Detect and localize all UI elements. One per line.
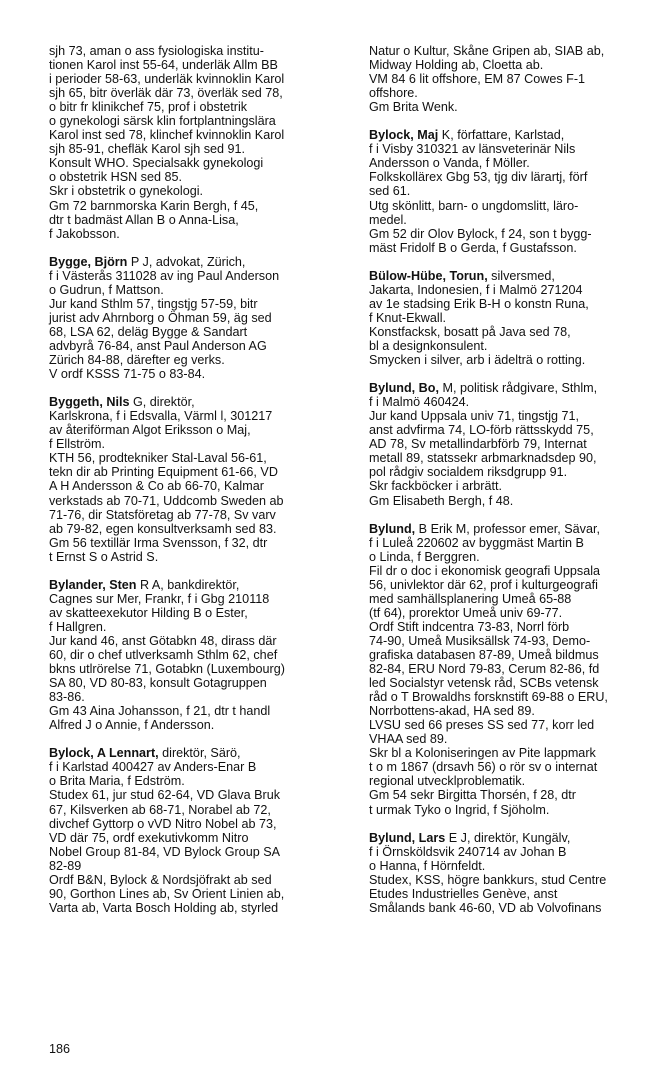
entry-line [369, 845, 665, 859]
entry-heading: Bylock, Maj [369, 128, 439, 143]
entry-line [49, 227, 349, 241]
entry-line [369, 718, 665, 732]
entry-line [369, 522, 665, 536]
entry-line-text: f Hallgren. [49, 619, 107, 634]
entry-heading: Bygge, Björn [49, 254, 128, 269]
entry-line-text: bl a designkonsulent. [369, 338, 488, 353]
entry-line [49, 522, 349, 536]
entry-line-text: o obstetrik HSN sed 85. [49, 170, 182, 185]
entry-line-text: anst advfirma 74, LO-förb rättsskydd 75, [369, 423, 594, 438]
entry-line-text: f Ellström. [49, 437, 105, 452]
entry-line-text: V ordf KSSS 71-75 o 83-84. [49, 367, 206, 382]
entry-line [369, 746, 665, 760]
biography-entry [49, 395, 349, 564]
entry-line-text: tionen Karol inst 55-64, underläk Allm BB [49, 58, 278, 73]
entry-line [369, 86, 665, 100]
entry-line-text: 71-76, dir Statsföretag ab 77-78, Sv varv [49, 507, 276, 522]
entry-line-text: Gm Elisabeth Bergh, f 48. [369, 493, 514, 508]
entry-line [369, 451, 665, 465]
entry-line-text: Natur o Kultur, Skåne Gripen ab, SIAB ab, [369, 44, 605, 58]
entry-line-text: Etudes Industrielles Genève, anst [369, 886, 558, 901]
entry-line [49, 788, 349, 802]
entry-line-text: Jur kand Uppsala univ 71, tingstjg 71, [369, 409, 580, 424]
entry-line [369, 620, 665, 634]
entry-line [49, 859, 349, 873]
entry-line-text: tekn dir ab Printing Equipment 61-66, VD [49, 465, 278, 480]
entry-line-text: o gynekologi särsk klin fortplantningslära [49, 114, 276, 129]
entry-line-text: Jakarta, Indonesien, f i Malmö 271204 [369, 282, 583, 297]
entry-line [49, 606, 349, 620]
entry-line [369, 578, 665, 592]
entry-line [369, 156, 665, 170]
entry-line-text: pol rådgiv socialdem riksdgrupp 91. [369, 465, 568, 480]
entry-line-text: B Erik M, professor emer, Sävar, [415, 521, 600, 536]
entry-line-text: jurist adv Ahrnborg o Öhman 59, äg sed [49, 310, 272, 325]
entry-line [369, 269, 665, 283]
entry-line-text: ab 79-82, egen konsultverksamh sed 83. [49, 521, 277, 536]
entry-heading: Bylund, Lars [369, 830, 446, 845]
entry-line-text: KTH 56, prodtekniker Stal-Laval 56-61, [49, 451, 267, 466]
entry-line-text: sed 61. [369, 184, 411, 199]
entry-line-text: t urmak Tyko o Ingrid, f Sjöholm. [369, 802, 550, 817]
entry-line [369, 690, 665, 704]
entry-line-text: 90, Gorthon Lines ab, Sv Orient Linien ab, [49, 886, 285, 901]
entry-line [49, 578, 349, 592]
entry-line-text: Ordf B&N, Bylock & Nordsjöfrakt ab sed [49, 872, 272, 887]
entry-line-text: Fil dr o doc i ekonomisk geografi Uppsala [369, 563, 600, 578]
entry-line [369, 213, 665, 227]
right-column [369, 44, 665, 929]
biography-entry [49, 746, 349, 915]
entry-line [369, 128, 665, 142]
entry-line-text: (tf 64), prorektor Umeå univ 69-77. [369, 605, 563, 620]
entry-line-text: K, författare, Karlstad, [438, 128, 565, 143]
entry-line-text: mäst Fridolf B o Gerda, f Gustafsson. [369, 240, 577, 255]
entry-line [49, 142, 349, 156]
entry-line [49, 86, 349, 100]
entry-heading: Bülow-Hübe, Torun, [369, 268, 488, 283]
entry-line [369, 339, 665, 353]
entry-line [369, 381, 665, 395]
entry-line-text: f Knut-Ekwall. [369, 310, 446, 325]
entry-line-text: advbyrå 76-84, anst Paul Anderson AG [49, 338, 267, 353]
entry-line [49, 353, 349, 367]
entry-line [49, 325, 349, 339]
entry-line [369, 536, 665, 550]
biography-entry [369, 522, 665, 817]
entry-line-text: G, direktör, [129, 395, 195, 410]
entry-line [49, 128, 349, 142]
entry-line-text: Gm 43 Aina Johansson, f 21, dtr t handl [49, 704, 271, 719]
entry-line [49, 114, 349, 128]
entry-line-text: bkns utlrörelse 71, Gotabkn (Luxembourg) [49, 662, 285, 677]
entry-line [369, 142, 665, 156]
entry-heading: Byggeth, Nils [49, 395, 130, 410]
entry-heading: Bylock, A Lennart, [49, 746, 159, 761]
entry-line-text: VHAA sed 89. [369, 732, 448, 747]
entry-line [369, 325, 665, 339]
entry-line [49, 662, 349, 676]
entry-line-text: grafiska databasen 87-89, Umeå bildmus [369, 648, 599, 663]
entry-line [49, 170, 349, 184]
entry-line-text: Varta ab, Varta Bosch Holding ab, styrled [49, 900, 279, 915]
biography-entry [369, 128, 665, 254]
entry-line [369, 494, 665, 508]
entry-line-text: sjh 65, bitr överläk där 73, överläk sed 78, [49, 86, 283, 101]
entry-line [49, 451, 349, 465]
entry-line-text: 68, LSA 62, deläg Bygge & Sandart [49, 324, 248, 339]
entry-line [369, 803, 665, 817]
entry-line [49, 746, 349, 760]
entry-line [49, 873, 349, 887]
entry-line-text: direktör, Särö, [158, 746, 241, 761]
entry-line [49, 479, 349, 493]
entry-line-text: med samhällsplanering Umeå 65-88 [369, 591, 572, 606]
entry-line-text: Norrbottens-akad, HA sed 89. [369, 704, 535, 719]
entry-line [49, 536, 349, 550]
entry-line-text: E J, direktör, Kungälv, [445, 830, 571, 845]
biography-entry [369, 381, 665, 507]
entry-line-text: Skr i obstetrik o gynekologi. [49, 184, 203, 199]
entry-line-text: av återiförman Algot Eriksson o Maj, [49, 423, 251, 438]
entry-line [49, 634, 349, 648]
entry-line [369, 901, 665, 915]
entry-line [49, 817, 349, 831]
entry-line-text: av 1e stadsing Erik B-H o konstn Runa, [369, 296, 589, 311]
entry-line [369, 241, 665, 255]
entry-line-text: Skr fackböcker i arbrätt. [369, 479, 502, 494]
entry-heading: Bylund, Bo, [369, 381, 439, 396]
entry-line-text: 60, dir o chef utlverksamh Sthlm 62, chef [49, 648, 278, 663]
entry-line [49, 648, 349, 662]
entry-line-text: o Linda, f Berggren. [369, 549, 480, 564]
entry-line-text: 67, Kilsverken ab 68-71, Norabel ab 72, [49, 802, 271, 817]
entry-line-text: P J, advokat, Zürich, [127, 254, 246, 269]
entry-line-text: silversmed, [487, 268, 555, 283]
entry-line-text: Zürich 84-88, därefter eg verks. [49, 353, 225, 368]
entry-line-text: dtr t badmäst Allan B o Anna-Lisa, [49, 212, 239, 227]
entry-line [49, 156, 349, 170]
entry-line-text: Nobel Group 81-84, VD Bylock Group SA [49, 844, 280, 859]
entry-line [369, 170, 665, 184]
entry-line-text: divchef Gyttorp o vVD Nitro Nobel ab 73, [49, 816, 277, 831]
biography-entry [49, 578, 349, 733]
entry-line-text: led Socialstyr vetensk råd, SCBs vetensk [369, 676, 599, 691]
entry-line-text: 74-90, Umeå Musiksällsk 74-93, Demo- [369, 633, 591, 648]
entry-line-text: Karlskrona, f i Edsvalla, Värml l, 301217 [49, 409, 273, 424]
entry-line-text: Utg skönlitt, barn- o ungdomslitt, läro- [369, 198, 579, 213]
entry-line-text: f i Luleå 220602 av byggmäst Martin B [369, 535, 584, 550]
entry-line [49, 395, 349, 409]
entry-line-text: Ordf Stift indcentra 73-83, Norrl förb [369, 619, 570, 634]
entry-line-text: Konsult WHO. Specialsakk gynekologi [49, 156, 264, 171]
entry-line-text: f Jakobsson. [49, 226, 120, 241]
page-number: 186 [49, 1042, 71, 1056]
biography-entry [369, 269, 665, 367]
entry-line-text: offshore. [369, 86, 418, 101]
entry-line [369, 353, 665, 367]
entry-line [369, 564, 665, 578]
biography-entry [369, 831, 665, 915]
entry-line-text: 56, univlektor där 62, prof i kulturgeografi [369, 577, 598, 592]
entry-line [49, 494, 349, 508]
entry-line [369, 592, 665, 606]
entry-line [49, 283, 349, 297]
entry-line-text: Midway Holding ab, Cloetta ab. [369, 58, 544, 73]
entry-line-text: Gm 56 textillär Irma Svensson, f 32, dtr [49, 535, 268, 550]
entry-line [49, 255, 349, 269]
entry-line [369, 100, 665, 114]
entry-line-text: Jur kand Sthlm 57, tingstjg 57-59, bitr [49, 296, 258, 311]
entry-line-text: VD där 75, ordf exekutivkomm Nitro [49, 830, 249, 845]
entry-line-text: i perioder 58-63, underläk kvinnoklin Karol [49, 72, 285, 87]
entry-line-text: Smycken i silver, arb i ädelträ o rotting. [369, 353, 586, 368]
entry-line-text: Skr bl a Koloniseringen av Pite lappmark [369, 746, 596, 761]
entry-line [49, 508, 349, 522]
entry-line-text: f i Västerås 311028 av ing Paul Anderson [49, 268, 280, 283]
entry-line [49, 676, 349, 690]
entry-line [369, 283, 665, 297]
entry-line [369, 606, 665, 620]
entry-line [49, 831, 349, 845]
entry-line-text: Cagnes sur Mer, Frankr, f i Gbg 210118 [49, 591, 270, 606]
entry-line-text: verkstads ab 70-71, Uddcomb Sweden ab [49, 493, 284, 508]
entry-line-text: sjh 73, aman o ass fysiologiska institu- [49, 44, 264, 58]
entry-line-text: SA 80, VD 80-83, konsult Gotagruppen [49, 676, 267, 691]
entry-line [49, 437, 349, 451]
entry-line-text: Gm 54 sekr Birgitta Thorsén, f 28, dtr [369, 788, 576, 803]
entry-line [49, 213, 349, 227]
biography-entry [49, 44, 349, 241]
entry-line [49, 845, 349, 859]
entry-line-text: regional utvecklproblematik. [369, 774, 526, 789]
entry-line-text: Andersson o Vanda, f Möller. [369, 156, 530, 171]
entry-line [49, 44, 349, 58]
entry-line-text: M, politisk rådgivare, Sthlm, [438, 381, 598, 396]
entry-line [49, 901, 349, 915]
left-column [49, 44, 349, 929]
entry-line [369, 550, 665, 564]
entry-line [49, 465, 349, 479]
entry-line-text: o Hanna, f Hörnfeldt. [369, 858, 486, 873]
entry-line [49, 269, 349, 283]
entry-line [49, 774, 349, 788]
entry-line-text: Smålands bank 46-60, VD ab Volvofinans [369, 900, 602, 915]
entry-line-text: VM 84 6 lit offshore, EM 87 Cowes F-1 [369, 72, 586, 87]
entry-line-text: t Ernst S o Astrid S. [49, 549, 159, 564]
entry-line [369, 395, 665, 409]
entry-line [369, 873, 665, 887]
entry-line-text: R A, bankdirektör, [136, 577, 240, 592]
entry-line [369, 774, 665, 788]
biography-entry [49, 255, 349, 381]
entry-line-text: f i Örnsköldsvik 240714 av Johan B [369, 844, 567, 859]
entry-line [49, 409, 349, 423]
entry-line [369, 423, 665, 437]
entry-line-text: metall 89, statssekr arbmarknadsdep 90, [369, 451, 597, 466]
entry-line [49, 887, 349, 901]
entry-line-text: f i Malmö 460424. [369, 395, 470, 410]
entry-line-text: Jur kand 46, anst Götabkn 48, dirass där [49, 633, 277, 648]
entry-line [369, 72, 665, 86]
entry-line [369, 479, 665, 493]
entry-line [369, 788, 665, 802]
entry-line-text: A H Andersson & Co ab 66-70, Kalmar [49, 479, 264, 494]
entry-line-text: Karol inst sed 78, klinchef kvinnoklin Karol [49, 128, 285, 143]
entry-line [369, 676, 665, 690]
entry-line-text: Konstfacksk, bosatt på Java sed 78, [369, 324, 571, 339]
entry-heading: Bylander, Sten [49, 577, 137, 592]
entry-line [49, 620, 349, 634]
biography-entry [369, 44, 665, 114]
entry-line [369, 634, 665, 648]
entry-line [369, 465, 665, 479]
entry-line [49, 592, 349, 606]
entry-line [369, 648, 665, 662]
entry-line [369, 760, 665, 774]
entry-line-text: f i Visby 310321 av länsveterinär Nils [369, 142, 576, 157]
entry-line-text: o Gudrun, f Mattson. [49, 282, 164, 297]
entry-line-text: Gm 52 dir Olov Bylock, f 24, son t bygg- [369, 226, 592, 241]
entry-line [369, 199, 665, 213]
entry-line-text: Studex, KSS, högre bankkurs, stud Centre [369, 872, 607, 887]
entry-line [49, 297, 349, 311]
entry-line [369, 732, 665, 746]
entry-line-text: av skatteexekutor Hilding B o Ester, [49, 605, 248, 620]
entry-line [49, 367, 349, 381]
entry-line [49, 718, 349, 732]
entry-line-text: 83-86. [49, 690, 85, 705]
entry-line-text: f i Karlstad 400427 av Anders-Enar B [49, 760, 257, 775]
entry-line [369, 58, 665, 72]
entry-line-text: sjh 85-91, chefläk Karol sjh sed 91. [49, 142, 246, 157]
entry-line [49, 423, 349, 437]
entry-line-text: LVSU sed 66 preses SS sed 77, korr led [369, 718, 595, 733]
entry-line [49, 339, 349, 353]
entry-line [49, 100, 349, 114]
entry-line [49, 704, 349, 718]
entry-line-text: Folkskollärex Gbg 53, tjg div lärartj, förf [369, 170, 588, 185]
entry-line [49, 311, 349, 325]
entry-heading: Bylund, [369, 521, 416, 536]
entry-line [369, 437, 665, 451]
entry-line [49, 550, 349, 564]
entry-line-text: t o m 1867 (drsavh 56) o rör sv o internat [369, 760, 598, 775]
entry-line [369, 409, 665, 423]
entry-line-text: o bitr fr klinikchef 75, prof i obstetrik [49, 100, 248, 115]
entry-line [369, 704, 665, 718]
entry-line [369, 44, 665, 58]
entry-line [369, 184, 665, 198]
entry-line [49, 803, 349, 817]
entry-line [369, 859, 665, 873]
entry-line-text: AD 78, Sv metallindarbförb 79, Internat [369, 437, 587, 452]
entry-line [49, 72, 349, 86]
entry-line-text: 82-84, ERU Nord 79-83, Cerum 82-86, fd [369, 662, 600, 677]
entry-line [369, 297, 665, 311]
entry-line [369, 887, 665, 901]
entry-line [369, 227, 665, 241]
entry-line [49, 760, 349, 774]
entry-line-text: o Brita Maria, f Edström. [49, 774, 185, 789]
entry-line-text: Gm 72 barnmorska Karin Bergh, f 45, [49, 198, 259, 213]
entry-line [369, 662, 665, 676]
entry-line-text: Alfred J o Annie, f Andersson. [49, 718, 215, 733]
entry-line [49, 199, 349, 213]
entry-line-text: medel. [369, 212, 407, 227]
entry-line-text: 82-89 [49, 858, 82, 873]
entry-line-text: Studex 61, jur stud 62-64, VD Glava Bruk [49, 788, 281, 803]
entry-line [49, 690, 349, 704]
entry-line [49, 184, 349, 198]
entry-line [369, 831, 665, 845]
entry-line [369, 311, 665, 325]
entry-line-text: Gm Brita Wenk. [369, 100, 458, 115]
entry-line-text: råd o T Browaldhs forsknstift 69-88 o ERU, [369, 690, 608, 705]
entry-line [49, 58, 349, 72]
